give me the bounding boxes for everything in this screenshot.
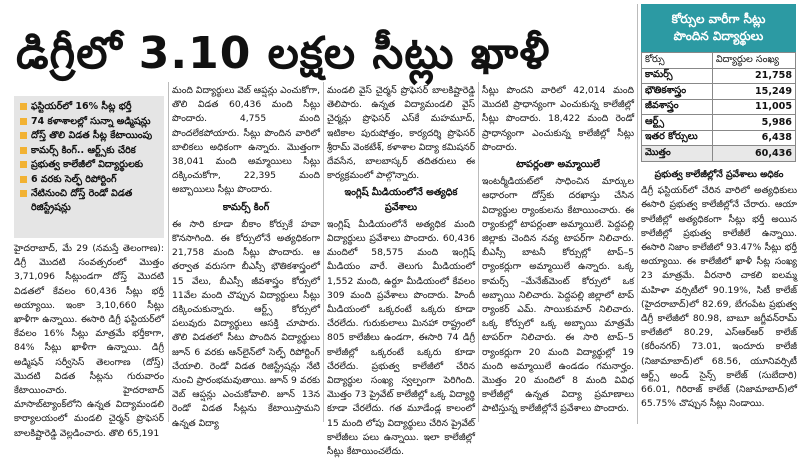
- body-text: ఈ సారి కూడా బీకాం కోర్సుకే హవా కొనసాగింది. ఈ కోర్సులోనే అత్యధికంగా 21,758 మంది సీట్లు పొందారు. ఆ తర్వాత వరుసగా బీఎస్సీ భౌతికశాస్త్రంలో 15 వేలు, బీఎస్సీ జీవశాస్త్రం కోర్సులో 11వేల మంది చొప్పున విద్యార్థులు సీట్లు దక్కించుకున్నారు. ఆర్ట్స్‌ కోర్సులో పలువురు విద్యార్థులు ఆసక్తి చూపారు. తొలి విడతలో సీటు పొందిన విద్యార్థులు జూన్‌ 6 వరకు ఆన్‌లైన్‌లో సెల్ఫ్‌ రిపోర్టింగ్‌ చేయాలి. రెండో విడత రిజిస్ట్రేషన్లు నేటి నుంచి ప్రారంభమవుతాయి. జూన్‌ 9 వరకు వెబ్‌ ఆప్షన్లు ఎంచుకోవాలి. జూన్‌ 13న రెండో విడత సీట్లను కేటాయిస్తామని ఉన్నత విద్యా: [172, 218, 320, 429]
- body-text: ఇంగ్లిష్‌ మీడియంలోనే అత్యధిక మంది విద్యార్థులు ప్రవేశాలు పొందారు. 60,436 మందిలో 58,575 మంది ఇంగ్లిష్‌ మీడియం వారే. తెలుగు మీడియంలో 1,552 మంది, ఉర్దూ మీడియంలో కేవలం 309 మంది ప్రవేశాలు పొందారు. హిందీ మీడియంలో ఒక్కరంటే ఒక్కరు కూడా చేరలేదు. గురుకులాలు మినహా రాష్ట్రంలో 805 కాలేజీలు ఉండగా, ఈసారి 74 డిగ్రీ కాలేజీల్లో ఒక్కరంటే ఒక్కరు కూడా చేరలేదు. ప్రభుత్వ కాలేజీలో చేరిన విద్యార్థుల సంఖ్య స్వల్పంగా పెరిగింది. మొత్తం 73 ప్రైవేట్‌ కాలేజీల్లో ఒక్క విద్యార్థి కూడా చేరలేదు. గత మూడేండ్ల కాలంలో 15 మంది లోపు విద్యార్థులు చేరిన ప్రైవేట్‌ కాలేజీలు పలు ఉన్నాయి. ఇలా కాలేజీల్లో సీట్లు కేటాయించలేదు.: [327, 218, 475, 458]
- highlight-item: 74 కళాశాలల్లో సున్నా అడ్మిషన్లు: [20, 115, 160, 129]
- table-row: ఆర్ట్స్‌ 5,986: [642, 115, 796, 131]
- highlight-item: నేటినుంచి దోస్త్‌ రెండో విడత రిజిస్ట్రేషన్లు: [20, 187, 160, 214]
- table-header-row: [642, 53, 796, 69]
- column-divider: [637, 4, 638, 424]
- column-header-course: కోర్సు: [642, 53, 713, 69]
- column-divider: [478, 82, 479, 422]
- headline: డిగ్రీలో 3.10 లక్షల సీట్లు ఖాళీ: [16, 28, 551, 79]
- body-text: డిగ్రీ ఫస్టియర్‌లో చేరిన వారిలో అత్యధికులు ఈసారి ప్రభుత్వ కాలేజీల్లోనే చేరారు. ఆయా కాలేజీల్లో అత్యధికంగా సీట్లు భర్తీ అయిన కాలేజీల్లో ప్రభుత్వ కాలేజీలే ఉన్నాయి. ఈసారి నిజాం కాలేజీలో 93.47% సీట్లు భర్తీ అయ్యాయి. ఈ కాలేజీలో ఖాళీ సీట్ల సంఖ్య 23 మాత్రమే. వీరనారి చాకలి ఐలమ్మ మహిళా వర్సిటీలో 90.19%, సిటీ కాలేజ్‌ (హైదరాబాద్‌)లో 82.69, బేగంపేట ప్రభుత్వ డిగ్రీ కాలేజీలో 80.98, బాబూ జగ్జీవన్‌రామ్‌ కాలేజీలో 80.29, ఎస్‌ఆర్‌ఆర్‌ కాలేజ్‌ (కరీంనగర్‌) 73.01, ఇందూరు కాలేజీ (నిజామాబాద్‌)లో 68.56, యూనివర్సిటీ ఆర్ట్స్‌ అండ్‌ సైన్స్‌ కాలేజ్‌ (సుబేదారి) 66.01, గిరిరాజ్‌ కాలేజ్‌ (నిజామాబాద్‌)లో 65.75% చొప్పున సీట్లు నిండాయి.: [641, 185, 797, 410]
- subheading: ఇంగ్లిష్‌ మీడియంలోనే అత్యధిక ప్రవేశాలు: [344, 187, 458, 213]
- highlight-item: దోస్త్‌ తొలి విడత సీట్ల కేటాయింపు: [20, 129, 160, 143]
- body-text: ఇంటర్మీడియట్‌లో సాధించిన మార్కుల ఆధారంగా దోస్త్‌కు దరఖాస్తు చేసిన విద్యార్థుల ర్యాంకులను కేటాయించారు. ఈ ర్యాంకుల్లో టాపర్లంతా అమ్మాయిలే. పెద్దపల్లి జిల్లాకు చెందిన నవ్య టాపర్‌గా నిలిచారు. బీఎస్సీ బాటనీ కోర్సుల్లో టాప్‌–5 ర్యాంకర్లుగా అమ్మాయిలే ఉన్నారు. ఒక్క కామర్స్‌ –మేనేజ్‌మెంట్‌ కోర్సులో ఒక అబ్బాయి నిలిచారు. పెద్దపల్లి జిల్లాలో టాప్‌ ర్యాంకర్‌ ఎమ్‌. సాయికుమార్‌ నిలిచారు. ఒక్క కోర్సులో ఒక్క అబ్బాయి మాత్రమే టాపర్‌గా నిలిచారు. ఈ సారి టాప్‌–5 ర్యాంకర్లుగా 20 మంది విద్యార్థుల్లో 19 మంది అమ్మాయిలే ఉండడం గమనార్హం. మొత్తం 20 మందిలో 8 మంది వివిధ కాలేజీల్లో ఉన్నత విద్యా ప్రమాణాలు పాటిస్తున్న కాలేజీల్లోనే ప్రవేశాలు పొందారు.: [482, 176, 634, 415]
- body-text: సీట్లు పొందని వారిలో 42,014 మంది మొదటి ప్రాధాన్యంగా ఎంచుకున్న కాలేజీల్లో సీట్లు పొందారు. 18,422 మంది రెండో ప్రాధాన్యంగా ఎంచుకున్న కాలేజీల్లో సీట్లు పొందారు.: [482, 85, 634, 153]
- body-text: హైదరాబాద్‌, మే 29 (నమస్తే తెలంగాణ): డిగ్రీ మొదటి సంవత్సరంలో మొత్తం 3,71,096 సీట్లుండగా దోస్త్‌ మొదటి విడతలో కేవలం 60,436 సీట్లు భర్తీ అయ్యాయి. ఇంకా 3,10,660 సీట్లు ఖాళీగా ఉన్నాయి. ఈసారి డిగ్రీ ఫస్టియర్‌లో కేవలం 16% సీట్లు మాత్రమే భర్తీకాగా, 84% సీట్లు ఖాళీగా ఉన్నాయి. డిగ్రీ అడ్మిషన్‌ సర్వీసెస్‌ తెలంగాణ (దోస్త్‌) మొదటి విడత సీట్లను గురువారం కేటాయించారు. హైదరాబాద్‌ మాసాబ్‌ట్యాంక్‌లోని ఉన్నత విద్యామండలి కార్యాలయంలో మండలి చైర్మన్‌ ప్రొఫెసర్‌ బాలకిష్టారెడ్డి వెల్లడించారు. తొలి 65,191: [14, 243, 164, 439]
- column-divider: [323, 82, 324, 422]
- body-text: మండలి వైస్‌ చైర్మన్‌ ప్రొఫెసర్‌ బాలకిష్టారెడ్డి తెలిపారు. ఉన్నత విద్యామండలి వైస్‌ చైర్మన్లు ప్రొఫెసర్‌ ఎస్‌కే మహమూద్‌, ఇటికాల పురుషోత్తం, కార్యదర్శి ప్రొఫెసర్‌ శ్రీరామ్‌ వెంకటేశ్‌, కళాశాల విద్యా కమిషనర్‌ దేవసేన, బాలబాస్కర్‌ తదితరులు ఈ కార్యక్రమంలో పాల్గొన్నారు.: [327, 85, 475, 182]
- highlight-item: ఫస్టియర్‌లో 16% సీట్ల భర్తీ: [20, 100, 160, 114]
- bullet-square-icon: [20, 132, 27, 139]
- article-column-2: [172, 84, 320, 429]
- body-text: మంది విద్యార్థులు వెబ్‌ ఆప్షన్లు ఎంచుకోగా, తొలి విడత 60,436 మంది సీట్లు పొందారు. 4,755 మంది పొందలేకపోయారు. సీట్లు పొందిన వారిలో బాలికలు అధికంగా ఉన్నారు. మొత్తంగా 38,041 మంది అమ్మాయిలు సీట్లు దక్కించుకోగా, 22,395 మంది అబ్బాయిలు సీట్లు పొందారు.: [172, 85, 320, 196]
- subheading: కామర్స్‌ కింగ్‌: [222, 201, 270, 213]
- course-seats-table: [641, 52, 796, 162]
- table-title: కోర్సుల వారీగా సీట్లు పొందిన విద్యార్థులు: [641, 4, 796, 52]
- bullet-square-icon: [20, 147, 27, 154]
- table-total-row: మొత్తం 60,436: [642, 146, 796, 162]
- article-column-5: [641, 168, 797, 424]
- article-column-4: [482, 84, 634, 424]
- highlights-box: [14, 96, 164, 238]
- table-row: ఇతర కోర్సులు 6,438: [642, 130, 796, 146]
- course-seats-table-box: [641, 4, 796, 164]
- subheading: టాపర్లంతా అమ్మాయిలే: [516, 159, 600, 171]
- table-row: జీవశాస్త్రం 11,005: [642, 99, 796, 115]
- bullet-square-icon: [20, 176, 27, 183]
- column-header-count: విద్యార్థుల సంఖ్య: [712, 53, 795, 69]
- highlight-item: ప్రభుత్వ కాలేజీలో విద్యార్థులకు: [20, 158, 160, 172]
- article-column-3: [327, 84, 475, 458]
- bullet-square-icon: [20, 190, 27, 197]
- highlight-item: 6 వరకు సెల్ఫ్‌ రిపోర్టింగ్‌: [20, 173, 160, 187]
- bullet-square-icon: [20, 161, 27, 168]
- subheading: ప్రభుత్వ కాలేజీల్లోనే ప్రవేశాలు అధికం: [654, 169, 784, 180]
- column-divider: [168, 82, 169, 422]
- table-row: కామర్స్‌ 21,758: [642, 68, 796, 84]
- highlight-item: కామర్స్‌ కింగ్‌.. ఆర్ట్స్‌కు చేరిక: [20, 144, 160, 158]
- bullet-square-icon: [20, 118, 27, 125]
- bullet-square-icon: [20, 103, 27, 110]
- table-row: భౌతికశాస్త్రం 15,249: [642, 84, 796, 100]
- article-column-1: [14, 242, 164, 439]
